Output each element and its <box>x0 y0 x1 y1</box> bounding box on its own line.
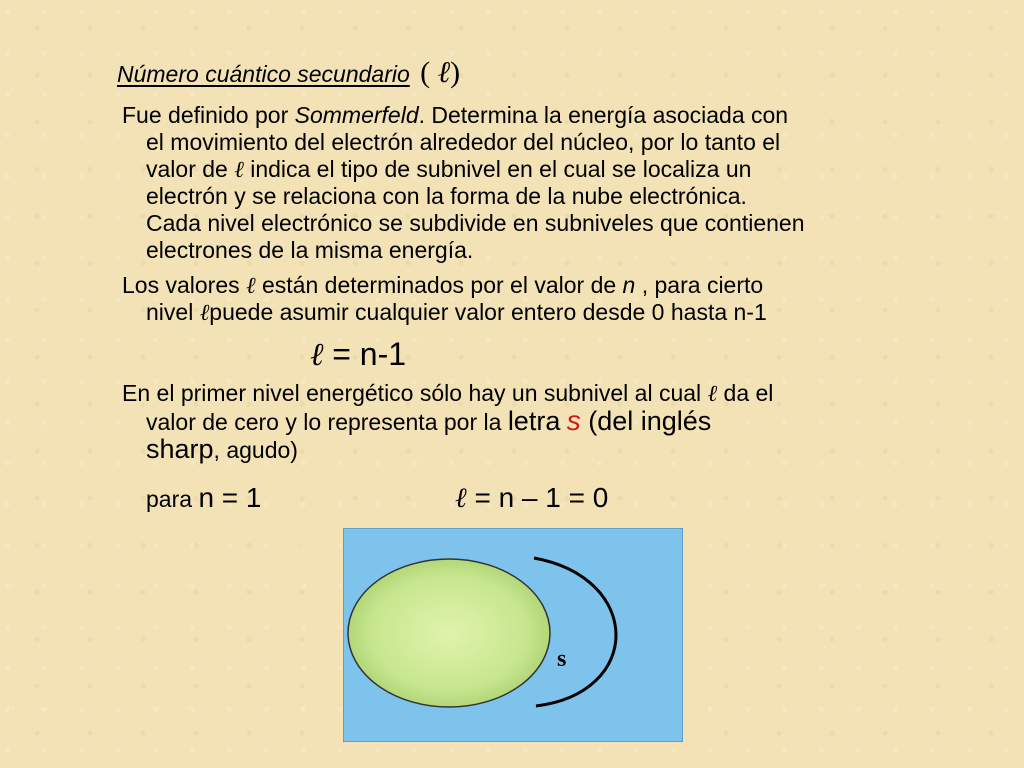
formula-ell-n-minus-1 <box>310 336 406 373</box>
paragraph-first-level <box>122 380 1002 464</box>
p3-line3: sharp, agudo) <box>146 434 298 464</box>
s-orbital-diagram <box>343 528 683 742</box>
title-symbol <box>420 56 460 89</box>
p3-line2: valor de cero y lo representa por la letra s (del inglés <box>146 405 712 436</box>
title-ell: ℓ <box>437 56 451 89</box>
n-symbol: n <box>622 272 636 298</box>
formula-rest: = n-1 <box>323 336 407 372</box>
letter-s: s <box>566 405 581 436</box>
sommerfeld-name: Sommerfeld <box>294 102 419 128</box>
p3-line1: En el primer nivel energético sólo hay un subnivel al cual ℓ da el <box>122 380 774 406</box>
p1-line3: valor de ℓ indica el tipo de subnivel en el cual se localiza un <box>146 156 752 182</box>
title-paren-close: ) <box>450 56 461 89</box>
example-equation <box>455 482 608 515</box>
eq-ell: ℓ <box>455 483 467 514</box>
p1-line4: electrón y se relaciona con la forma de la nube electrónica. <box>146 183 747 209</box>
title-text: Número cuántico secundario <box>117 61 410 87</box>
sublevel-s-label: s <box>557 646 567 672</box>
paragraph-values <box>122 272 1002 326</box>
eq-rest: = n – 1 = 0 <box>466 482 609 513</box>
p1-line1: Fue definido por Sommerfeld. Determina la energía asociada con <box>122 102 789 128</box>
n-equals-1: n = 1 <box>198 482 262 513</box>
paragraph-definition <box>122 102 1002 264</box>
p1-line6: electrones de la misma energía. <box>146 237 474 263</box>
word-sharp: sharp <box>146 434 214 464</box>
s-orbital-ellipse <box>348 559 550 707</box>
p2-line1: Los valores ℓ están determinados por el valor de n , para cierto <box>122 272 764 298</box>
formula-ell: ℓ <box>310 336 324 372</box>
slide-title <box>117 56 460 90</box>
word-letra: letra <box>507 406 561 436</box>
p2-line2: nivel ℓpuede asumir cualquier valor entero desde 0 hasta n-1 <box>146 299 767 325</box>
title-paren-open: ( <box>420 56 438 89</box>
p1-line5: Cada nivel electrónico se subdivide en subniveles que contienen <box>146 210 805 236</box>
p1-line2: el movimiento del electrón alrededor del núcleo, por lo tanto el <box>146 129 781 155</box>
example-n-equals-1: para n = 1 <box>146 482 262 513</box>
